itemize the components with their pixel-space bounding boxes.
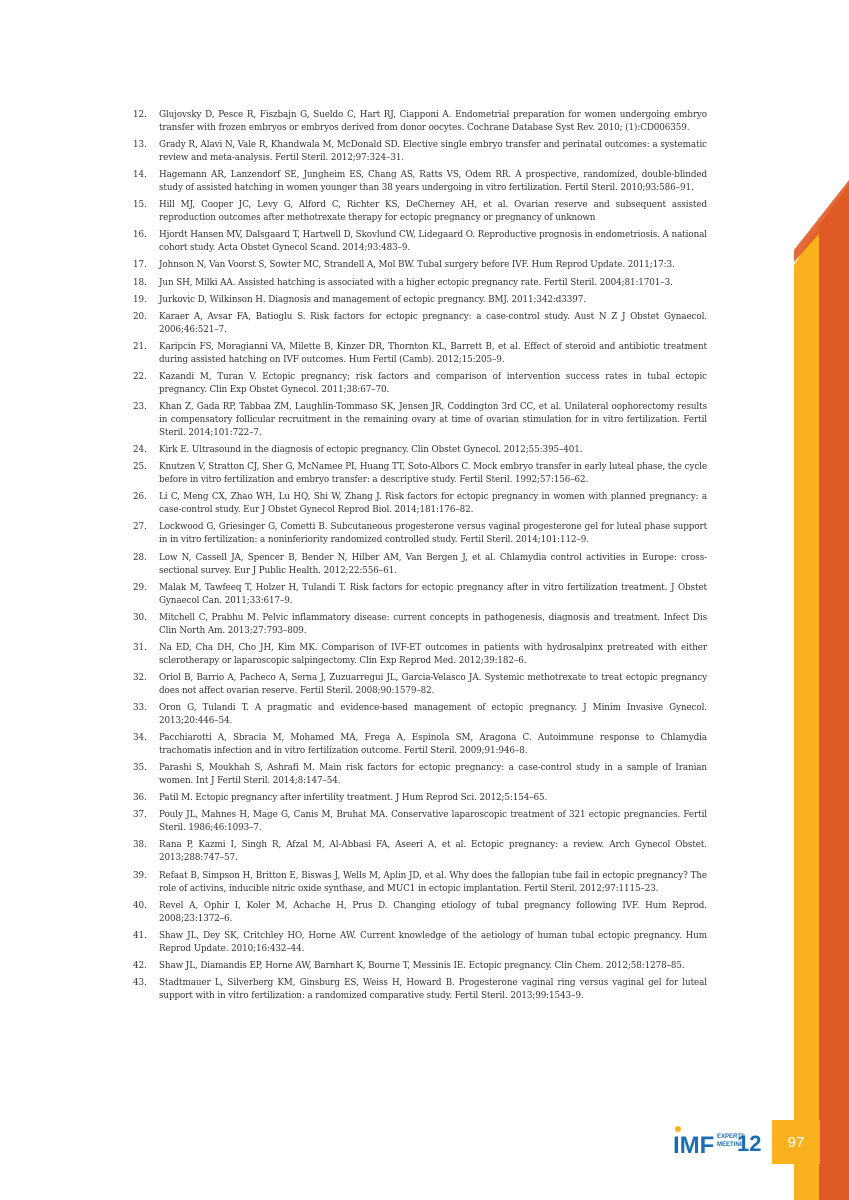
reference-item <box>133 839 707 865</box>
reference-number: 12. <box>133 110 147 120</box>
reference-item <box>133 642 707 668</box>
reference-number: 41. <box>133 930 147 941</box>
reference-list <box>133 109 707 1007</box>
reference-item <box>133 461 707 487</box>
reference-number: 38. <box>133 840 147 851</box>
reference-number: 18. <box>133 277 147 288</box>
reference-number: 25. <box>133 462 147 473</box>
reference-item <box>133 792 707 805</box>
reference-item <box>133 870 707 896</box>
reference-number: 21. <box>133 341 147 352</box>
reference-number: 37. <box>133 810 147 821</box>
reference-number: 39. <box>133 870 147 881</box>
reference-item <box>133 521 707 547</box>
reference-text: Patil M. Ectopic pregnancy after infertility treatment. J Hum Reprod Sci. 2012;5:154–65. <box>159 793 548 804</box>
reference-item <box>133 401 707 440</box>
reference-item <box>133 229 707 255</box>
reference-item <box>133 169 707 195</box>
logo-line1: EXPERTS <box>717 1134 746 1140</box>
reference-text: Mitchell C, Prabhu M. Pelvic inflammatory disease: current concepts in pathogenesis, diagnosis and treatment. Infect Dis Clin North Am. 2013;27:793–809. <box>159 612 707 636</box>
reference-text: Kirk E. Ultrasound in the diagnosis of ectopic pregnancy. Clin Obstet Gynecol. 2012;55:395–401. <box>159 445 583 456</box>
reference-item <box>133 702 707 728</box>
reference-item <box>133 672 707 698</box>
reference-number: 35. <box>133 763 147 774</box>
reference-text: Oriol B, Barrio A, Pacheco A, Serna J, Zuzuarregui JL, Garcia-Velasco JA. Systemic methotrexate to treat ectopic pregnancy does not affect ovarian reserve. Fertil Steril. 2008;90:1579–82. <box>159 672 707 696</box>
reference-item <box>133 139 707 165</box>
reference-text: Pouly JL, Mahnes H, Mage G, Canis M, Bruhat MA. Conservative laparoscopic treatment of 321 ectopic pregnancies. Fertil Steril. 1986;46:1093–7. <box>159 810 707 834</box>
reference-text: Pacchiarotti A, Sbracia M, Mohamed MA, Frega A, Espinola SM, Aragona C. Autoimmune response to Chlamydia trachomatis infection and in vitro fertilization outcome. Fertil Steril. 2009;91:946–8. <box>159 733 707 757</box>
reference-item <box>133 900 707 926</box>
reference-number: 31. <box>133 642 147 653</box>
reference-text: Lockwood G, Griesinger G, Cometti B. Subcutaneous progesterone versus vaginal progesterone gel for luteal phase support in in vitro fertilization: a noninferiority randomized controlled study. Fertil Steril. 2014;101:112–9. <box>159 522 707 546</box>
reference-text: Hjordt Hansen MV, Dalsgaard T, Hartwell D, Skovlund CW, Lidegaard O. Reproductive prognosis in endometriosis. A national cohort study. Acta Obstet Gynecol Scand. 2014;93:483–9. <box>159 230 707 254</box>
reference-text: Malak M, Tawfeeq T, Holzer H, Tulandi T. Risk factors for ectopic pregnancy after in vitro fertilization treatment. J Obstet Gynaecol Can. 2011;33:617–9. <box>159 582 707 606</box>
page-number: 97 <box>772 1120 820 1164</box>
reference-item <box>133 809 707 835</box>
reference-number: 33. <box>133 702 147 713</box>
reference-item <box>133 762 707 788</box>
logo-line2: MEETING <box>717 1142 745 1148</box>
stripe-orange-dark <box>819 185 849 1200</box>
reference-item <box>133 977 707 1003</box>
reference-number: 40. <box>133 900 147 911</box>
reference-number: 43. <box>133 977 147 988</box>
reference-text: Knutzen V, Stratton CJ, Sher G, McNamee PI, Huang TT, Soto-Albors C. Mock embryo transfer in early luteal phase, the cycle before in vitro fertilization and embryo transfer: a descriptive study. Fertil Steril. 1992;57:156–62. <box>159 462 707 486</box>
reference-item <box>133 259 707 272</box>
reference-number: 32. <box>133 672 147 683</box>
reference-item <box>133 444 707 457</box>
reference-text: Shaw JL, Diamandis EP, Horne AW, Barnhart K, Bourne T, Messinis IE. Ectopic pregnancy. Clin Chem. 2012;58:1278–85. <box>159 960 685 971</box>
stripe-orange-light <box>794 225 819 1200</box>
reference-number: 16. <box>133 230 147 241</box>
reference-text: Shaw JL, Dey SK, Critchley HO, Horne AW. Current knowledge of the aetiology of human tubal ectopic pregnancy. Hum Reprod Update. 2010;16:432–44. <box>159 930 707 954</box>
reference-text: Glujovsky D, Pesce R, Fiszbajn G, Sueldo C, Hart RJ, Ciapponi A. Endometrial preparation for women undergoing embryo transfer with frozen embryos or embryos derived from donor oocytes. Cochrane Database Syst Rev. 2010; (1):CD006359. <box>159 110 707 133</box>
reference-item <box>133 294 707 307</box>
reference-item <box>133 277 707 290</box>
reference-text: Li C, Meng CX, Zhao WH, Lu HQ, Shi W, Zhang J. Risk factors for ectopic pregnancy in women with planned pregnancy: a case-control study. Eur J Obstet Gynecol Reprod Biol. 2014;181:176–82. <box>159 492 707 516</box>
reference-item <box>133 960 707 973</box>
reference-number: 36. <box>133 793 147 804</box>
reference-text: Refaat B, Simpson H, Britton E, Biswas J, Wells M, Aplin JD, et al. Why does the fallopian tube fail in ectopic pregnancy? The role of activins, inducible nitric oxide synthase, and MUC1 in ectopic implantation. Fertil Steril. 2012;97:1115–23. <box>159 870 707 894</box>
reference-item <box>133 199 707 225</box>
reference-text: Hill MJ, Cooper JC, Levy G, Alford C, Richter KS, DeCherney AH, et al. Ovarian reserve and subsequent assisted reproduction outcomes after methotrexate therapy for ectopic pregnancy or pregnancy of unknown <box>159 200 707 224</box>
reference-number: 29. <box>133 582 147 593</box>
reference-text: Hagemann AR, Lanzendorf SE, Jungheim ES, Chang AS, Ratts VS, Odem RR. A prospective, randomized, double-blinded study of assisted hatching in women younger than 38 years undergoing in vitro fertilization. Fertil Steril. 2010;93:586–91. <box>159 170 707 194</box>
reference-text: Jurkovic D, Wilkinson H. Diagnosis and management of ectopic pregnancy. BMJ. 2011;342:d3397. <box>159 294 586 305</box>
reference-number: 17. <box>133 260 147 271</box>
logo-number: 12 <box>737 1131 762 1156</box>
reference-number: 24. <box>133 445 147 456</box>
reference-item <box>133 109 707 135</box>
reference-item <box>133 552 707 578</box>
reference-item <box>133 732 707 758</box>
reference-text: Jun SH, Milki AA. Assisted hatching is associated with a higher ectopic pregnancy rate. Fertil Steril. 2004;81:1701–3. <box>159 277 673 288</box>
reference-text: Na ED, Cha DH, Cho JH, Kim MK. Comparison of IVF-ET outcomes in patients with hydrosalpinx pretreated with either sclerotherapy or laparoscopic salpingectomy. Clin Exp Reprod Med. 2012;39:182–6. <box>159 642 707 666</box>
reference-item <box>133 612 707 638</box>
reference-number: 26. <box>133 492 147 503</box>
reference-number: 34. <box>133 733 147 744</box>
reference-item <box>133 371 707 397</box>
reference-item <box>133 341 707 367</box>
reference-number: 13. <box>133 140 147 151</box>
reference-number: 20. <box>133 311 147 322</box>
reference-number: 15. <box>133 200 147 211</box>
reference-text: Khan Z, Gada RP, Tabbaa ZM, Laughlin-Tommaso SK, Jensen JR, Coddington 3rd CC, et al. Unilateral oophorectomy results in compensatory follicular recruitment in the remaining ovary at time of ovarian stimulation for in vitro fertilization. Fertil Steril. 2014;101:722–7. <box>159 402 707 439</box>
reference-text: Stadtmauer L, Silverberg KM, Ginsburg ES, Weiss H, Howard B. Progesterone vaginal ring versus vaginal gel for luteal support with in vitro fertilization: a randomized comparative study. Fertil Steril. 2013;99:1543–9. <box>159 977 707 1001</box>
reference-text: Karipcin FS, Moragianni VA, Milette B, Kinzer DR, Thornton KL, Barrett B, et al. Effect of steroid and antibiotic treatment during assisted hatching on IVF outcomes. Hum Fertil (Camb). 2012;15:205–9. <box>159 341 707 365</box>
reference-text: Johnson N, Van Voorst S, Sowter MC, Strandell A, Mol BW. Tubal surgery before IVF. Hum Reprod Update. 2011;17:3. <box>159 260 675 271</box>
reference-number: 14. <box>133 170 147 181</box>
reference-text: Parashi S, Moukhah S, Ashrafi M. Main risk factors for ectopic pregnancy: a case-control study in a sample of Iranian women. Int J Fertil Steril. 2014;8:147–54. <box>159 763 707 787</box>
reference-item <box>133 491 707 517</box>
logo-letters: IMF <box>673 1132 715 1157</box>
reference-number: 30. <box>133 612 147 623</box>
reference-text: Low N, Cassell JA, Spencer B, Bender N, Hilber AM, Van Bergen J, et al. Chlamydia control activities in Europe: cross-sectional survey. Eur J Public Health. 2012;22:556–61. <box>159 552 707 576</box>
reference-number: 42. <box>133 960 147 971</box>
reference-number: 22. <box>133 371 147 382</box>
reference-number: 23. <box>133 402 147 413</box>
reference-text: Grady R, Alavi N, Vale R, Khandwala M, McDonald SD. Elective single embryo transfer and perinatal outcomes: a systematic review and meta-analysis. Fertil Steril. 2012;97:324–31. <box>159 140 707 164</box>
reference-text: Kazandi M, Turan V. Ectopic pregnancy; risk factors and comparison of intervention success rates in tubal ectopic pregnancy. Clin Exp Obstet Gynecol. 2011;38:67–70. <box>159 371 707 395</box>
reference-text: Rana P, Kazmi I, Singh R, Afzal M, Al-Abbasi FA, Aseeri A, et al. Ectopic pregnancy: a review. Arch Gynecol Obstet. 2013;288:747–57. <box>159 840 707 864</box>
reference-text: Revel A, Ophir I, Koler M, Achache H, Prus D. Changing etiology of tubal pregnancy following IVF. Hum Reprod. 2008;23:1372–6. <box>159 900 707 924</box>
reference-number: 19. <box>133 294 147 305</box>
reference-number: 28. <box>133 552 147 563</box>
reference-text: Oron G, Tulandi T. A pragmatic and evidence-based management of ectopic pregnancy. J Minim Invasive Gynecol. 2013;20:446–54. <box>159 702 707 726</box>
reference-text: Karaer A, Avsar FA, Batioglu S. Risk factors for ectopic pregnancy: a case-control study. Aust N Z J Obstet Gynaecol. 2006;46:521–7. <box>159 311 707 335</box>
reference-item <box>133 311 707 337</box>
reference-item <box>133 930 707 956</box>
imf-experts-meeting-logo <box>673 1125 763 1157</box>
reference-item <box>133 582 707 608</box>
reference-number: 27. <box>133 522 147 533</box>
decorative-side-stripes <box>779 0 849 1200</box>
